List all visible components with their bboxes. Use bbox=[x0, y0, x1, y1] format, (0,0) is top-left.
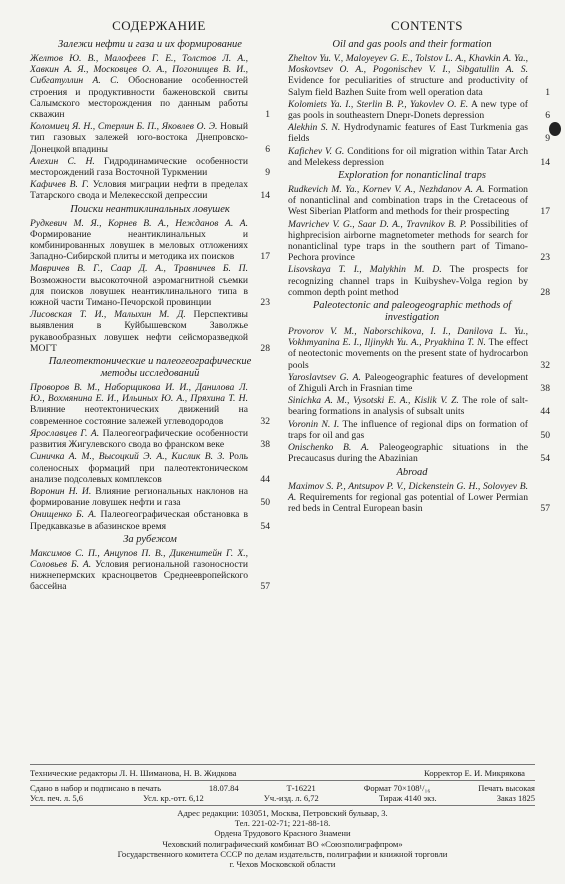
pub-cell: Формат 70×108¹/₁₆ bbox=[363, 783, 431, 793]
entry-page-number: 23 bbox=[540, 252, 550, 264]
contents-entry bbox=[30, 121, 270, 155]
publication-row-2 bbox=[30, 793, 535, 803]
entry-page-number: 6 bbox=[265, 143, 270, 155]
entry-authors: Voronin N. I. bbox=[288, 418, 340, 430]
contents-entry bbox=[288, 480, 550, 515]
section-heading: Oil and gas pools and their formation bbox=[332, 39, 492, 50]
entry-authors: Onischenko B. A. bbox=[288, 442, 370, 454]
entry-title: Обоснование особенностей строения и продуктивности баженовской свиты Салымского месторождения по данным работы скважин bbox=[30, 75, 248, 121]
section-heading: Paleotectonic and paleogeographic methods of investigation bbox=[312, 300, 512, 324]
entry-page-number: 50 bbox=[260, 497, 270, 509]
contents-entry bbox=[30, 309, 270, 354]
entry-page-number: 6 bbox=[545, 110, 550, 122]
entry-authors: Maximov S. P., Antsupov P. V., Dickenstein G. H., Solovyev B. A. bbox=[288, 480, 528, 503]
entry-title: The influence of regional dips on formation of traps for oil and gas bbox=[288, 418, 528, 441]
entry-title: Гидродинамические особенности месторождений газа Восточной Туркмении bbox=[30, 155, 248, 179]
tech-editors: Технические редакторы Л. Н. Шиманова, Н. В. Жидкова bbox=[30, 768, 237, 778]
section-heading: За рубежом bbox=[123, 533, 177, 545]
section-heading: Exploration for nonanticlinal traps bbox=[338, 170, 486, 182]
entry-authors: Желтов Ю. В., Малофеев Г. Е., Толстов Л. А., Хавкин А. Я., Московцев О. А., Погонищев В. И., Сибгатуллин А. С. bbox=[30, 53, 248, 87]
entry-title: Paleogeographic situations in the Precaucasus during the Abazinian bbox=[288, 442, 528, 465]
entry-title: Possibilities of highprecision airborne magnetometer methods for search for nonanticlinal type traps in the southern part of Timano-Pechora province bbox=[288, 218, 528, 264]
entry-page-number: 32 bbox=[540, 359, 550, 371]
contents-entry bbox=[288, 395, 550, 418]
entry-title: Formation of nonanticlinal and combination traps in the Cretaceous of West Siberian Platform and methods for their prospecting bbox=[288, 184, 528, 218]
entry-page-number: 14 bbox=[260, 190, 270, 202]
address-line: Адрес редакции: 103051, Москва, Петровский бульвар, 3. bbox=[177, 808, 388, 818]
contents-entry bbox=[288, 184, 550, 218]
entry-title: The prospects for recognizing channel traps in Kuibyshev-Volga region by common depth point method bbox=[288, 264, 528, 298]
entry-authors: Kafichev V. G. bbox=[288, 145, 345, 157]
entry-title: Requirements for regional gas potential of Lower Permian red beds in Central European basin bbox=[288, 491, 528, 514]
address-line: г. Чехов Московской области bbox=[229, 859, 336, 870]
section-heading: Поиски неантиклинальных ловушек bbox=[70, 203, 230, 215]
footer-divider-mid bbox=[30, 780, 535, 781]
entry-title: A new type of gas pools in southeastern Dnepr-Donets depression bbox=[288, 98, 528, 122]
address-line: Ордена Трудового Красного Знамени bbox=[214, 828, 351, 839]
entry-page-number: 57 bbox=[260, 581, 270, 593]
contents-entry bbox=[288, 418, 550, 441]
contents-russian-column bbox=[30, 18, 270, 594]
pub-cell: Т-16221 bbox=[286, 783, 316, 793]
entry-authors: Rudkevich M. Ya., Kornev V. A., Nezhdanov A. A. bbox=[288, 184, 485, 196]
address-line: Государственного комитета СССР по делам издательств, полиграфии и книжной торговли bbox=[117, 848, 448, 859]
entry-title: Новый тип газовых залежей юго-востока Днепровско-Донецкой впадины bbox=[30, 121, 248, 155]
contents-entry bbox=[288, 98, 550, 122]
pub-cell: Уч.-изд. л. 6,72 bbox=[263, 793, 319, 803]
entry-authors: Alekhin S. N. bbox=[288, 122, 341, 134]
contents-entry bbox=[288, 326, 550, 371]
entry-authors: Sinichka A. M., Vysotski E. A., Kislik V. Z. bbox=[288, 395, 459, 407]
entry-title: Влияние неотектонических движений на современное состояние залежей углеводородов bbox=[30, 404, 248, 427]
entry-title: The effect of neotectonic movements on the present state of hydrocarbon pools bbox=[288, 337, 528, 371]
contents-entry bbox=[288, 53, 550, 98]
entry-page-number: 23 bbox=[260, 297, 270, 309]
contents-entry bbox=[30, 428, 270, 450]
entry-title: Условия миграции нефти в пределах Татарского свода и Мелекесской депрессии bbox=[30, 179, 248, 202]
publication-row-1 bbox=[30, 783, 535, 793]
editorial-address bbox=[30, 808, 535, 869]
contents-entry bbox=[30, 509, 270, 531]
publication-info bbox=[30, 783, 535, 803]
entry-title: Hydrodynamic features of East Turkmenia gas fields bbox=[288, 122, 529, 145]
editors-line bbox=[30, 768, 535, 778]
address-line: Чеховский полиграфический комбинат ВО «Союзполиграфпром» bbox=[162, 838, 403, 849]
entry-page-number: 38 bbox=[260, 439, 270, 451]
sections-en bbox=[288, 39, 550, 514]
contents-entry bbox=[30, 156, 270, 178]
entry-title: The role of salt-bearing formations in analysis of subsalt units bbox=[288, 395, 528, 418]
entry-title: Формирование неантиклинальных и комбинированных ловушек в меловых отложениях Западно-Сибирской плиты и методика их поисков bbox=[30, 228, 248, 263]
entry-title: Влияние региональных наклонов на формирование ловушек нефти и газа bbox=[30, 485, 248, 509]
entry-authors: Mavrichev V. G., Saar D. A., Travnikov B. P. bbox=[288, 218, 467, 230]
entry-page-number: 17 bbox=[540, 206, 550, 218]
contents-entry bbox=[30, 382, 270, 427]
entry-authors: Lisovskaya T. I., Malykhin M. D. bbox=[288, 264, 442, 276]
binding-hole-mark bbox=[549, 122, 561, 136]
contents-entry bbox=[30, 263, 270, 308]
pub-cell: Тираж 4140 экз. bbox=[378, 793, 437, 803]
entry-page-number: 17 bbox=[260, 251, 270, 263]
pub-cell: Усл. кр.-отт. 6,12 bbox=[143, 793, 204, 803]
entry-authors: Проворов В. М., Наборщикова И. И., Данилова Л. Ю., Вохмянина Е. И., Ильиных Ю. А., Пряхина Т. Н. bbox=[30, 382, 248, 405]
pub-cell: Сдано в набор и подписано в печать bbox=[30, 783, 161, 793]
entry-title: Evidence for peculiarities of structure and productivity of Salym field Bazhen Suite from well operation data bbox=[288, 75, 528, 98]
contents-entry bbox=[288, 218, 550, 264]
entry-title: Палеогеографическая обстановка в Предкавказье в абазинское время bbox=[30, 509, 249, 532]
section-heading: Залежи нефти и газа и их формирование bbox=[58, 39, 242, 50]
contents-entry bbox=[288, 264, 550, 298]
contents-title-ru: СОДЕРЖАНИЕ bbox=[112, 18, 206, 33]
entry-title: Conditions for oil migration within Tatar Arch and Melekess depression bbox=[288, 145, 528, 168]
contents-english-column bbox=[288, 18, 550, 515]
contents-entry bbox=[288, 442, 550, 465]
entry-title: Палеогеографические особенности развития Жигулевского свода во франском веке bbox=[30, 427, 248, 451]
entry-page-number: 44 bbox=[540, 406, 550, 418]
entry-title: Возможности высокоточной аэромагнитной съемки для поисков ловушек неантиклинального типа в южной части Тимано-Печорской провинции bbox=[30, 274, 248, 309]
entry-page-number: 9 bbox=[265, 167, 270, 179]
pub-cell: Заказ 1825 bbox=[496, 793, 535, 803]
contents-entry bbox=[30, 53, 270, 120]
entry-page-number: 1 bbox=[265, 109, 270, 121]
contents-entry bbox=[288, 371, 550, 395]
entry-page-number: 44 bbox=[260, 473, 270, 485]
entry-page-number: 54 bbox=[260, 520, 270, 532]
entry-authors: Лисовская Т. И., Малыхин М. Д. bbox=[30, 309, 186, 321]
entry-page-number: 14 bbox=[540, 156, 550, 168]
corrector: Корректор Е. И. Микрякова bbox=[424, 768, 525, 778]
contents-entry bbox=[30, 218, 270, 263]
entry-page-number: 28 bbox=[540, 286, 550, 298]
contents-entry bbox=[30, 179, 270, 201]
entry-page-number: 54 bbox=[540, 453, 550, 465]
section-heading: Abroad bbox=[396, 466, 428, 478]
entry-title: Перспективы выявления в Куйбышевском Заволжье рукавообразных ловушек нефти сейсморазведкой МОГТ bbox=[30, 309, 248, 354]
contents-entry bbox=[288, 145, 550, 168]
section-heading: Палеотектонические и палеогеографические методы исследований bbox=[48, 356, 252, 380]
entry-authors: Максимов С. П., Анцупов П. В., Дикенштейн Г. Х., Соловьев Б. А. bbox=[30, 547, 248, 570]
entry-page-number: 9 bbox=[545, 133, 550, 145]
address-line: Тел. 221-02-71; 221-88-18. bbox=[234, 818, 331, 829]
contents-entry bbox=[288, 122, 550, 145]
entry-page-number: 38 bbox=[540, 383, 550, 395]
entry-title: Роль соленосных формаций при палеотектоническом анализе подсолевых комплексов bbox=[30, 451, 248, 485]
pub-cell: Печать высокая bbox=[478, 783, 535, 793]
contents-entry bbox=[30, 451, 270, 485]
entry-page-number: 57 bbox=[540, 502, 550, 514]
entry-title: Условия региональной газоносности нижнепермских красноцветов Среднеевропейского бассейна bbox=[30, 558, 249, 593]
entry-authors: Алехин С. Н. bbox=[30, 155, 95, 167]
entry-page-number: 28 bbox=[260, 342, 270, 354]
entry-page-number: 1 bbox=[545, 86, 550, 98]
entry-authors: Мавричев В. Г., Саар Д. А., Травничев Б. П. bbox=[30, 263, 248, 275]
entry-authors: Zheltov Yu. V., Maloyeyev G. E., Tolstov L. A., Khavkin A. Ya., Moskovtsev O. A., Pogonischev V. I., Sibgatullin A. S. bbox=[288, 53, 528, 76]
entry-authors: Онищенко Б. А. bbox=[30, 509, 97, 521]
contents-entry bbox=[30, 486, 270, 508]
entry-page-number: 32 bbox=[260, 415, 270, 427]
entry-authors: Рудкевич М. Я., Корнев В. А., Нежданов А. А. bbox=[30, 217, 248, 229]
pub-cell: 18.07.84 bbox=[208, 783, 239, 793]
entry-page-number: 50 bbox=[540, 429, 550, 441]
entry-authors: Синичка А. М., Высоцкий Э. А., Кислик В. З. bbox=[30, 451, 225, 463]
entry-authors: Ярославцев Г. А. bbox=[30, 427, 100, 439]
entry-authors: Kolomiets Ya. I., Sterlin B. P., Yakovlev O. E. bbox=[288, 98, 469, 110]
entry-authors: Provorov V. M., Naborschikova, I. I., Danilova L. Yu., Vokhmyanina E. I., Iljinykh Yu. A., Pryakhina T. N. bbox=[288, 326, 528, 349]
contents-title-en: CONTENTS bbox=[391, 18, 463, 33]
footer-divider-bottom bbox=[30, 805, 535, 806]
pub-cell: Усл. печ. л. 5,6 bbox=[30, 793, 84, 803]
entry-authors: Yaroslavtsev G. A. bbox=[288, 371, 361, 383]
entry-authors: Воронин Н. И. bbox=[30, 485, 92, 497]
contents-entry bbox=[30, 548, 270, 593]
entry-authors: Кафичев В. Г. bbox=[30, 179, 89, 191]
entry-authors: Коломиец Я. Н., Стерлин Б. П., Яковлев О. Э. bbox=[30, 121, 218, 133]
footer-divider-top bbox=[30, 764, 535, 765]
sections-ru bbox=[30, 39, 270, 593]
entry-title: Paleogeographic features of development of Zhiguli Arch in Frasnian time bbox=[288, 371, 528, 395]
